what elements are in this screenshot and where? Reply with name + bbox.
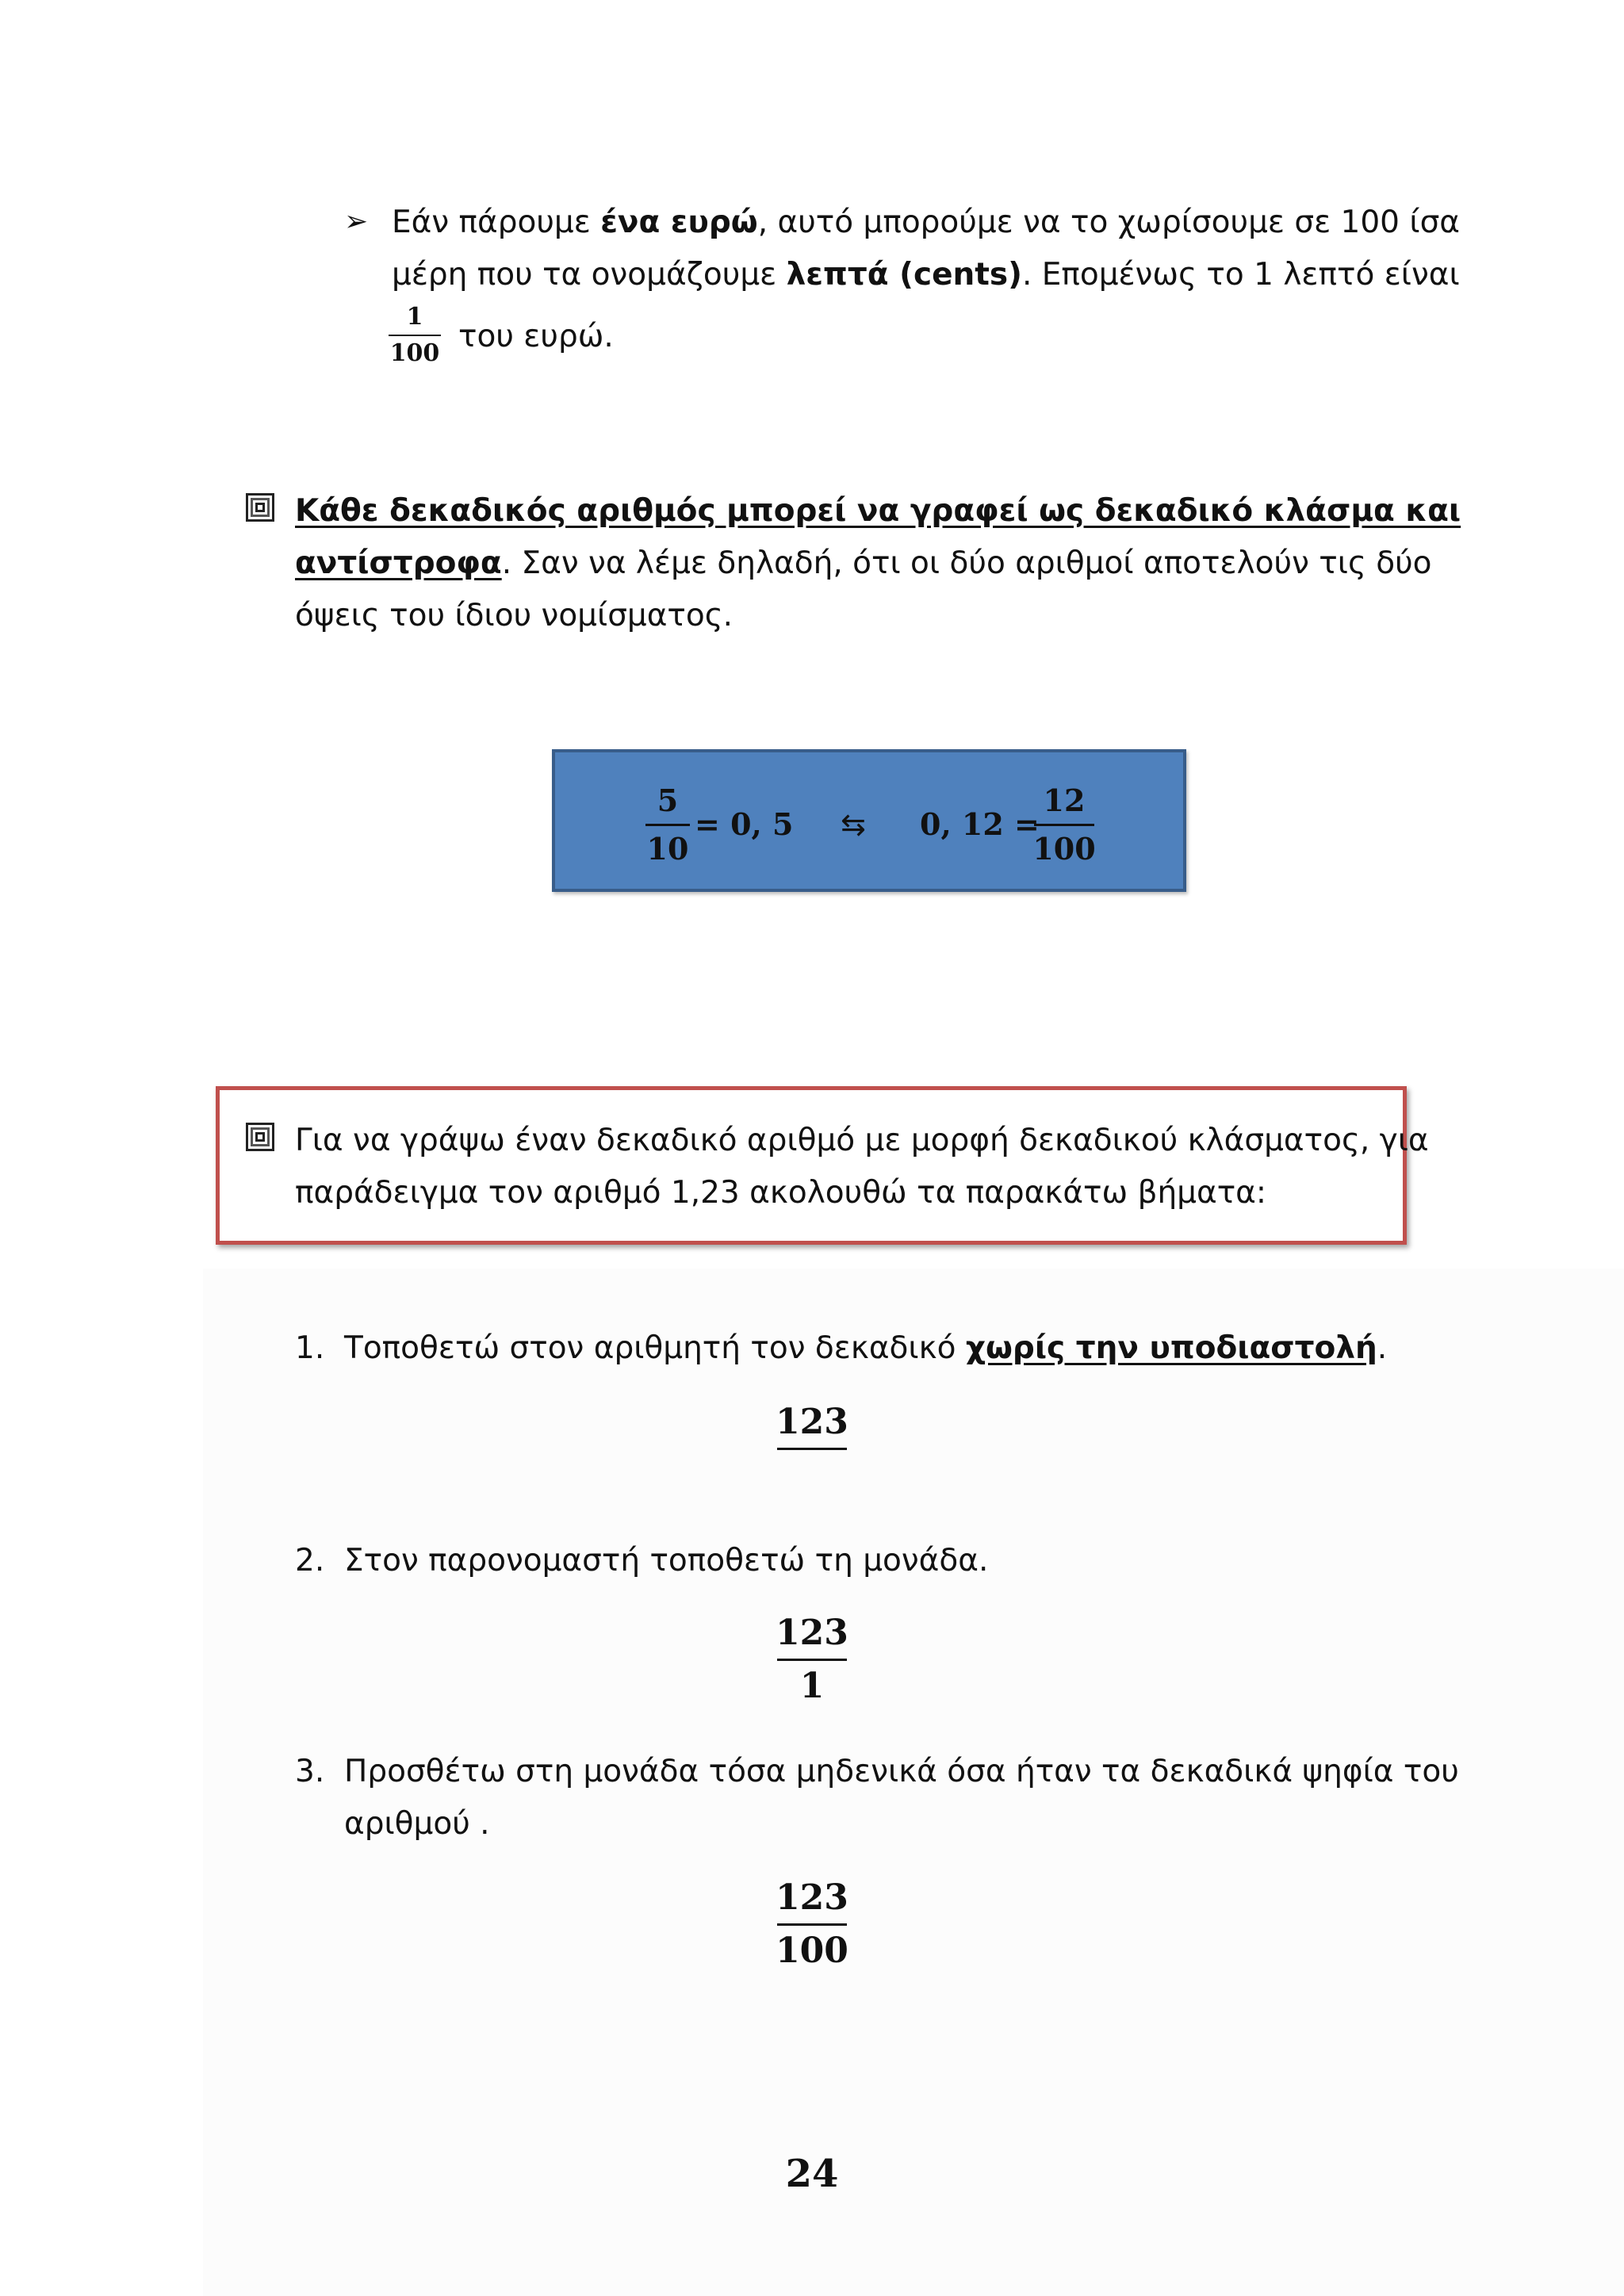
fraction-bar xyxy=(777,1448,847,1450)
bold-text: ένα ευρώ xyxy=(600,205,758,240)
bullet1-line2 xyxy=(392,249,1460,301)
section1-line2 xyxy=(295,538,1432,590)
step-3-fraction xyxy=(733,1876,891,1973)
equation-right: 0, 12 = xyxy=(920,806,1040,842)
step-1-text xyxy=(344,1322,1387,1375)
step-3-number: 3. xyxy=(295,1754,325,1789)
text-span: . xyxy=(1377,1330,1388,1366)
text-span: μέρη που τα ονομάζουμε xyxy=(392,257,787,293)
step-2-text: Στον παρονομαστή τοποθετώ τη μονάδα. xyxy=(344,1543,989,1578)
text-span: Εάν πάρουμε xyxy=(392,205,601,240)
step-1-fraction xyxy=(733,1400,891,1453)
square-bullet-icon xyxy=(246,493,274,522)
step-3-text-line1: Προσθέτω στη μονάδα τόσα μηδενικά όσα ήταν τα δεκαδικά ψηφία του xyxy=(344,1754,1459,1789)
fraction-denominator: 10 xyxy=(646,831,689,867)
text-span: , αυτό μπορούμε να το χωρίσουμε σε 100 ίσα xyxy=(757,205,1461,240)
fraction-numerator: 5 xyxy=(657,783,679,818)
fraction-bar xyxy=(645,824,690,826)
fraction-denominator: 100 xyxy=(776,1931,848,1971)
fraction-denominator: 100 xyxy=(1032,831,1096,867)
fraction-5-10 xyxy=(645,781,690,869)
section1-line1 xyxy=(295,485,1461,538)
square-bullet-icon xyxy=(246,1123,274,1151)
page-number: 24 xyxy=(785,2152,839,2196)
underlined-bold-text: Κάθε δεκαδικός αριθμός μπορεί να γραφεί ως δεκαδικό κλάσμα και xyxy=(295,493,1461,529)
section2-line1: Για να γράψω έναν δεκαδικό αριθμό με μορφή δεκαδικού κλάσματος, για xyxy=(295,1123,1429,1158)
step-1-number: 1. xyxy=(295,1330,325,1366)
equation-left: = 0, 5 xyxy=(695,806,794,842)
step-2-fraction xyxy=(733,1611,891,1709)
bold-text: λεπτά (cents) xyxy=(786,257,1022,293)
underlined-bold-text: αντίστροφα xyxy=(295,545,502,581)
fraction-numerator: 123 xyxy=(776,1402,848,1442)
text-span: . Επομένως το 1 λεπτό είναι xyxy=(1021,257,1460,293)
fraction-bar xyxy=(389,335,441,336)
fraction-numerator: 12 xyxy=(1043,783,1086,818)
text-span: . Σαν να λέμε δηλαδή, ότι οι δύο αριθμοί αποτελούν τις δύο xyxy=(501,545,1432,581)
fraction-bar xyxy=(777,1659,847,1661)
text-span: Τοποθετώ στον αριθμητή τον δεκαδικό xyxy=(344,1330,966,1366)
fraction-numerator: 123 xyxy=(776,1613,848,1653)
section2-line2: παράδειγμα τον αριθμό 1,23 ακολουθώ τα παρακάτω βήματα: xyxy=(295,1175,1267,1211)
equivalence-box xyxy=(552,749,1186,892)
fraction-1-100 xyxy=(389,301,441,369)
fraction-numerator: 1 xyxy=(406,303,423,331)
fraction-denominator: 1 xyxy=(799,1666,825,1706)
fraction-12-100 xyxy=(1034,781,1094,869)
swap-arrows-icon: ⇆ xyxy=(841,807,866,842)
step-3-text-line2: αριθμού . xyxy=(344,1806,490,1842)
bullet1-line3: του ευρώ. xyxy=(458,319,614,354)
fraction-denominator: 100 xyxy=(389,339,440,367)
section1-line3: όψεις του ίδιου νομίσματος. xyxy=(295,598,733,633)
step-2-number: 2. xyxy=(295,1543,325,1578)
fraction-bar xyxy=(777,1923,847,1926)
bullet1-line1 xyxy=(392,197,1460,249)
fraction-numerator: 123 xyxy=(776,1877,848,1918)
fraction-bar xyxy=(1034,824,1094,826)
arrow-bullet-icon: ➢ xyxy=(344,205,369,238)
underlined-bold-text: χωρίς την υποδιαστολή xyxy=(965,1330,1377,1366)
